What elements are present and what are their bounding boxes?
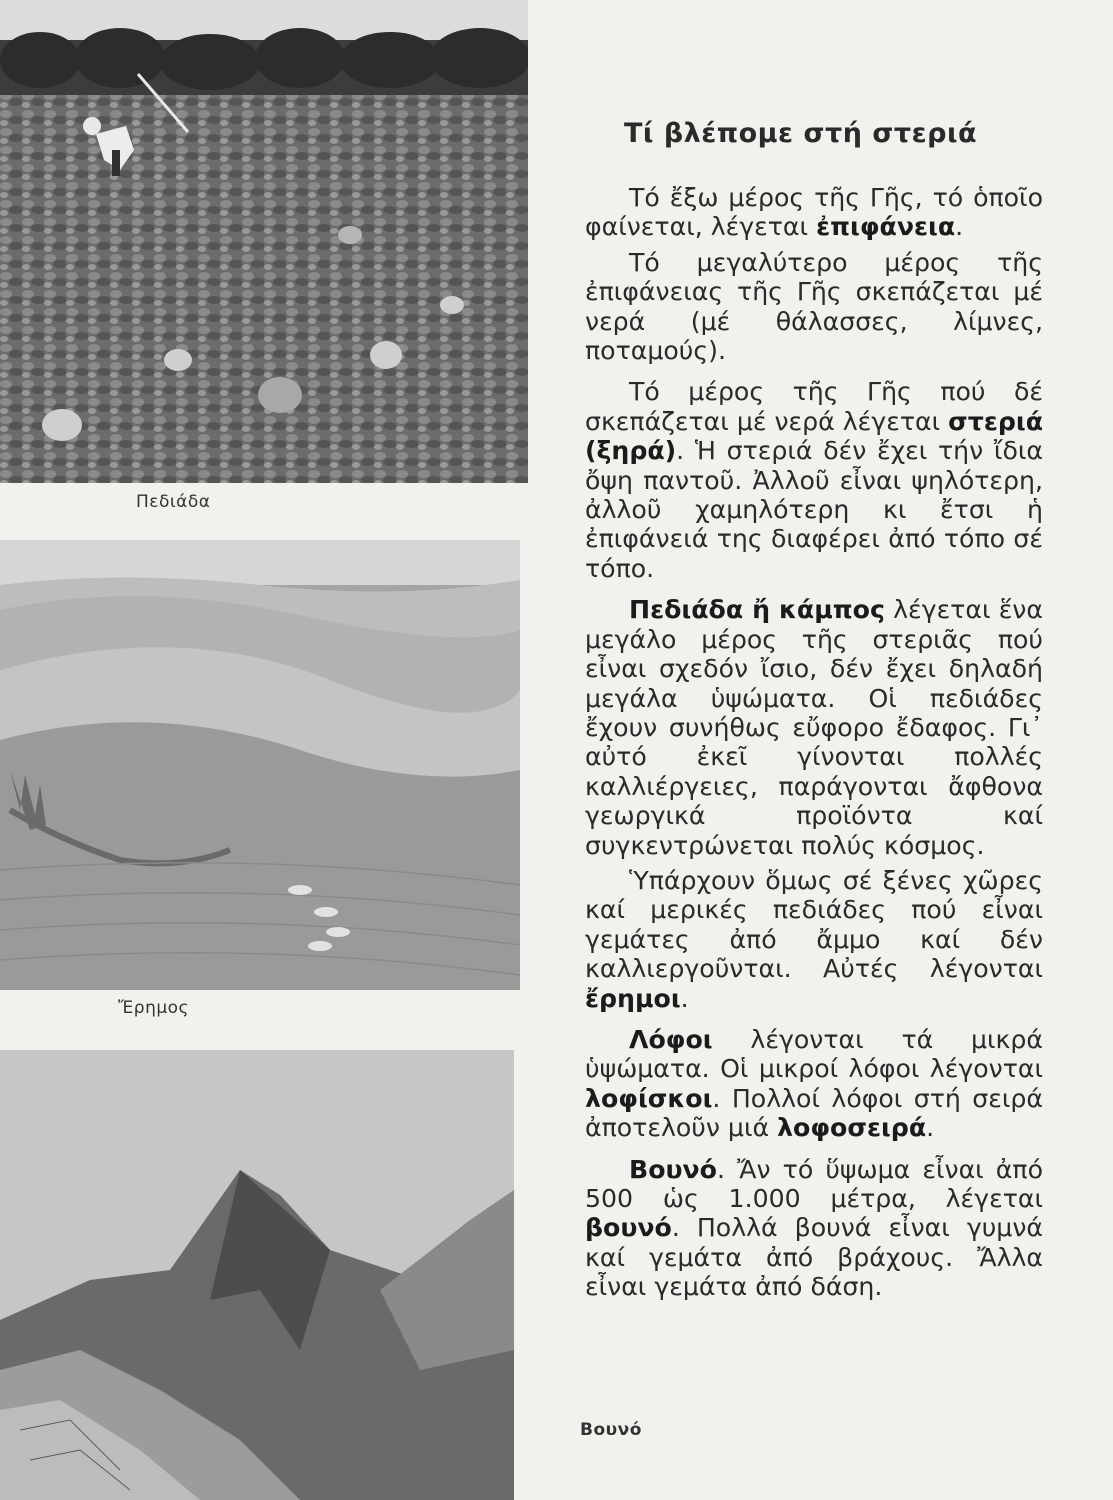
term-land: στεριά (ξηρά) [585,406,1043,466]
paragraph-desert: Ὑπάρχουν ὅμως σέ ξένες χῶρες καί μερικές πεδιάδες πού εἶναι γεμάτες ἀπό ἄμμο καί δέν καλλιεργοῦνται. Αὐτές λέγονται ἔρημοι. [585,865,1043,1013]
desert-image [0,540,520,990]
desert-photo [0,540,520,990]
paragraph-hills: Λόφοι λέγονται τά μικρά ὑψώματα. Οἱ μικροί λόφοι λέγονται λοφίσκοι. Πολλοί λόφοι στή σειρά ἀποτελοῦν μιά λοφοσειρά. [585,1024,1043,1143]
term-hills: Λόφοι [629,1024,713,1054]
term-plain: Πεδιάδα ἤ κάμπος [629,595,885,625]
caption-plain: Πεδιάδα [136,492,211,512]
term-hillocks: λοφίσκοι [585,1083,713,1113]
term-desert: ἔρημοι [585,983,681,1013]
paragraph-water: Τό μεγαλύτερο μέρος τῆς ἐπιφάνειας τῆς Γῆς σκεπάζεται μέ νερά (μέ θάλασσες, λίμνες, ποταμούς). [585,247,1043,366]
caption-desert: Ἔρημος [118,998,190,1018]
term-mountain: βουνό [585,1213,672,1243]
term-hill-range: λοφοσειρά [777,1113,927,1143]
paragraph-surface: Τό ἔξω μέρος τῆς Γῆς, τό ὁποῖο φαίνεται, λέγεται ἐπιφάνεια. [585,183,1043,242]
caption-mountain: Βουνό [580,1420,642,1440]
paragraph-mountain: Βουνό. Ἄν τό ὕψωμα εἶναι ἀπό 500 ὡς 1.000 μέτρα, λέγεται βουνό. Πολλά βουνά εἶναι γυμνά καί γεμάτα ἀπό βράχους. Ἄλλα εἶναι γεμάτα ἀπό δάση. [585,1154,1043,1302]
mountain-image [0,1050,514,1500]
page-title: Τί βλέπομε στή στεριά [624,118,978,149]
body-text [585,183,1043,1308]
term-mountain-heading: Βουνό [629,1154,717,1184]
plain-image [0,0,528,483]
plain-photo [0,0,528,483]
mountain-photo [0,1050,514,1500]
paragraph-land: Τό μέρος τῆς Γῆς πού δέ σκεπάζεται μέ νερά λέγεται στεριά (ξηρά). Ἡ στεριά δέν ἔχει τήν ἴδια ὄψη παντοῦ. Ἀλλοῦ εἶναι ψηλότερη, ἀλλοῦ χαμηλότερη κι ἔτσι ἡ ἐπιφάνειά της διαφέρει ἀπό τόπο σέ τόπο. [585,377,1043,583]
paragraph-plain: Πεδιάδα ἤ κάμπος λέγεται ἕνα μεγάλο μέρος τῆς στεριᾶς πού εἶναι σχεδόν ἴσιο, δέν ἔχει δηλαδή μεγάλα ὑψώματα. Οἱ πεδιάδες ἔχουν συνήθως εὔφορο ἔδαφος. Γι᾽ αὐτό ἐκεῖ γίνονται πολλές καλλιέργειες, παράγονται ἄφθονα γεωργικά προϊόντα καί συγκεντρώνεται πολύς κόσμος. [585,595,1043,860]
term-surface: ἐπιφάνεια [816,212,956,242]
